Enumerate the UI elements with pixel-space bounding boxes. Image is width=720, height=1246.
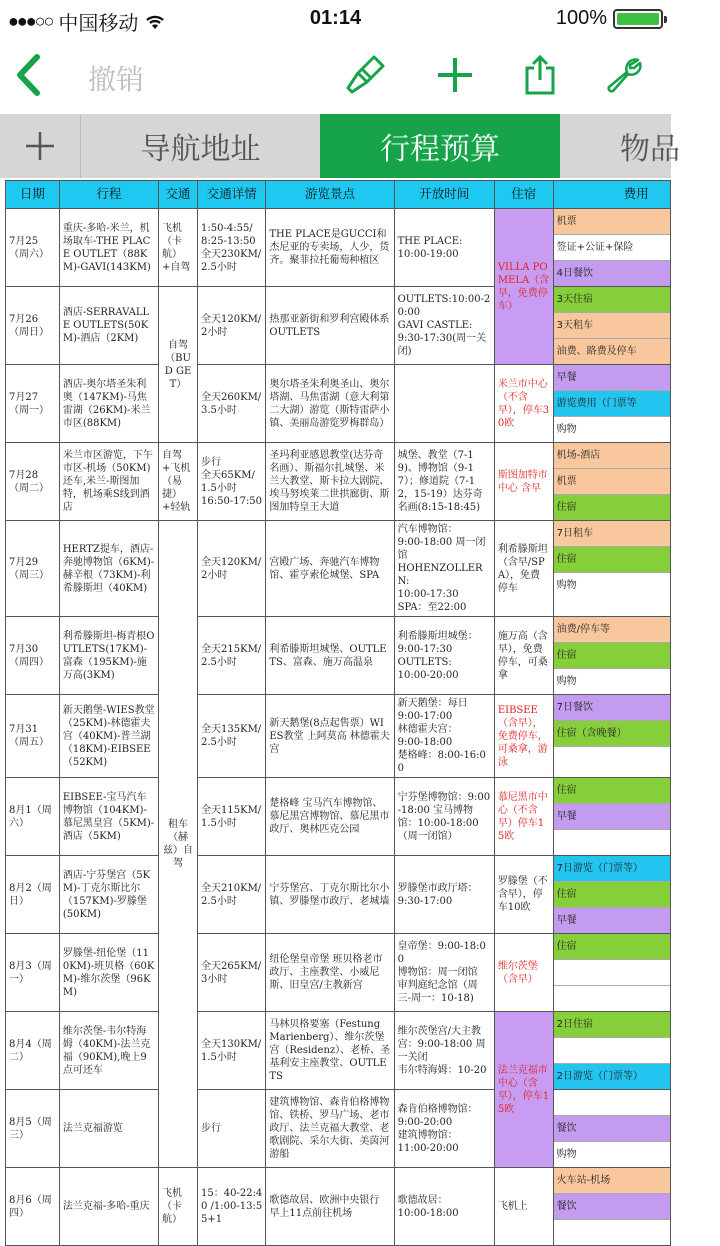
route-cell[interactable]: 法兰克福游览 bbox=[59, 1090, 158, 1168]
hours-cell[interactable]: OUTLETS:10:00-20:00 GAVI CASTLE: 9:30-17:30(周一关闭) bbox=[394, 287, 494, 365]
stay-cell[interactable]: 斯图加特市中心 含早 bbox=[494, 443, 553, 521]
sights-cell[interactable]: 圣玛利亚感恩教堂(达芬奇名画）、斯福尔扎城堡、米兰大教堂、斯卡拉大剧院、埃马努埃莱二世拱廊街、斯图加特皇王大道 bbox=[266, 443, 394, 521]
tab-bar bbox=[0, 114, 680, 178]
table-row bbox=[6, 856, 671, 934]
date-cell[interactable]: 7月30（周四） bbox=[6, 617, 60, 695]
budget-item[interactable]: 机票 bbox=[554, 209, 670, 235]
column-header[interactable]: 交通 bbox=[159, 181, 198, 209]
budget-item[interactable]: 火车站-机场 bbox=[554, 1168, 670, 1194]
date-cell[interactable]: 7月27（周一） bbox=[6, 365, 60, 443]
budget-item[interactable] bbox=[554, 1090, 670, 1116]
hours-cell[interactable] bbox=[394, 365, 494, 443]
signal-icon: ●●●○○ bbox=[8, 11, 53, 31]
stay-cell[interactable]: VILLA POMELA（含早，免费停车） bbox=[494, 209, 553, 365]
budget-item[interactable]: 早餐 bbox=[554, 365, 670, 391]
sights-cell[interactable]: 新天鹅堡(8点起售票）WIES教堂 上阿莫高 林德霍夫宫 bbox=[266, 695, 394, 778]
budget-item[interactable]: 4日餐饮 bbox=[554, 261, 670, 286]
budget-cell bbox=[553, 778, 670, 856]
table-row bbox=[6, 1168, 671, 1246]
budget-item[interactable]: 购物 bbox=[554, 573, 670, 598]
brush-icon bbox=[344, 54, 386, 96]
budget-item[interactable]: 油费/停车等 bbox=[554, 617, 670, 643]
budget-item[interactable]: 游览费用（门票等 bbox=[554, 391, 670, 417]
table-row bbox=[6, 778, 671, 856]
budget-cell bbox=[553, 287, 670, 365]
budget-item[interactable]: 餐饮 bbox=[554, 1194, 670, 1220]
sights-cell[interactable]: THE PLACE是GUCCI和杰尼亚的专卖场，人少，货齐。聚菲拉托葡萄种植区 bbox=[266, 209, 394, 287]
route-cell[interactable]: 酒店-SERRAVALLE OUTLETS(50KM)-酒店（2KM) bbox=[59, 287, 158, 365]
date-cell[interactable]: 8月2（周日） bbox=[6, 856, 60, 934]
transport-cell[interactable]: 飞机（卡航） bbox=[159, 1168, 198, 1246]
sights-cell[interactable]: 马林贝格要塞（Festung Marienberg）、维尔茨堡宫（Residenz）、老桥、圣基利安主座教堂、OUTLETS bbox=[266, 1012, 394, 1090]
budget-cell bbox=[553, 934, 670, 1012]
date-cell[interactable]: 8月6（周四） bbox=[6, 1168, 60, 1246]
route-cell[interactable]: 重庆-多哈-米兰，机场取车-THE PLACE OUTLET（88KM)-GAVI(143KM) bbox=[59, 209, 158, 287]
column-header[interactable]: 行程 bbox=[59, 181, 158, 209]
date-cell[interactable]: 7月25（周六） bbox=[6, 209, 60, 287]
date-cell[interactable]: 8月1（周六） bbox=[6, 778, 60, 856]
hours-cell[interactable]: 罗滕堡市政厅塔： 9:30-17:00 bbox=[394, 856, 494, 934]
hours-cell[interactable]: 宁芬堡博物馆：9:00-18:00 宝马博物馆：10:00-18:00（周一闭馆） bbox=[394, 778, 494, 856]
budget-cell bbox=[553, 209, 670, 287]
budget-item[interactable]: 2日游览（门票等） bbox=[554, 1064, 670, 1089]
budget-item[interactable]: 购物 bbox=[554, 417, 670, 442]
transport-cell[interactable]: 自驾+飞机（易捷）+轻轨 bbox=[159, 443, 198, 521]
budget-item[interactable] bbox=[554, 1038, 670, 1064]
date-cell[interactable]: 8月4（周二） bbox=[6, 1012, 60, 1090]
chevron-left-icon bbox=[15, 54, 41, 96]
budget-item[interactable] bbox=[554, 960, 670, 986]
budget-item[interactable]: 7日租车 bbox=[554, 521, 670, 547]
budget-cell bbox=[553, 695, 670, 778]
budget-cell bbox=[553, 521, 670, 617]
transport-cell[interactable]: 租车（赫兹）自驾 bbox=[159, 521, 198, 1168]
transport-cell[interactable]: 飞机（卡航）+自驾 bbox=[159, 209, 198, 287]
hours-cell[interactable]: 城堡、教堂（7-19)、博物馆（9-17）；修道院（7-12，15-19）达芬奇名画(8:15-18:45) bbox=[394, 443, 494, 521]
budget-item[interactable]: 2日住宿 bbox=[554, 1012, 670, 1038]
budget-item[interactable]: 住宿 bbox=[554, 495, 670, 520]
column-header[interactable]: 费用 bbox=[553, 181, 670, 209]
clock: 01:14 bbox=[309, 7, 362, 29]
budget-item[interactable]: 7日游览（门票等） bbox=[554, 856, 670, 882]
budget-item[interactable]: 7日餐饮 bbox=[554, 695, 670, 721]
tab-budget[interactable]: 行程预算 bbox=[320, 114, 560, 178]
stay-cell[interactable]: EIBSEE（含早），免费停车，可桑拿，游泳 bbox=[494, 695, 553, 778]
budget-item[interactable]: 住宿（含晚餐） bbox=[554, 721, 670, 747]
table-row bbox=[6, 365, 671, 443]
budget-cell bbox=[553, 1012, 670, 1090]
sights-cell[interactable]: 宁芬堡宫、丁克尔斯比尔小镇、罗滕堡市政厅、老城墙 bbox=[266, 856, 394, 934]
battery-percent: 100% bbox=[555, 7, 607, 29]
date-cell[interactable]: 8月3（周一） bbox=[6, 934, 60, 1012]
budget-item[interactable]: 住宿 bbox=[554, 882, 670, 908]
plus-icon bbox=[436, 56, 474, 94]
plus-icon bbox=[25, 131, 55, 161]
wrench-icon bbox=[605, 56, 643, 94]
table-row bbox=[6, 443, 671, 521]
carrier-label: 中国移动 bbox=[58, 13, 139, 35]
budget-item[interactable]: 购物 bbox=[554, 1142, 670, 1167]
column-header[interactable]: 日期 bbox=[6, 181, 60, 209]
table-row bbox=[6, 695, 671, 778]
table-row bbox=[6, 1090, 671, 1168]
budget-cell bbox=[553, 1168, 670, 1246]
sights-cell[interactable]: 利希滕斯坦城堡、OUTLETS、富森、施万高温泉 bbox=[266, 617, 394, 695]
stay-cell[interactable]: 罗滕堡（不含早），停车10欧 bbox=[494, 856, 553, 934]
status-bar bbox=[0, 0, 671, 38]
transport-detail-cell[interactable]: 全天115KM/1.5小时 bbox=[198, 778, 266, 856]
hours-cell[interactable]: 歌德故居： 10:00-18:00 bbox=[394, 1168, 494, 1246]
budget-item[interactable]: 购物 bbox=[554, 669, 670, 694]
budget-item[interactable]: 机场-酒店 bbox=[554, 443, 670, 469]
stay-cell[interactable]: 米兰市中心（不含早），停车30欧 bbox=[494, 365, 553, 443]
budget-cell bbox=[553, 856, 670, 934]
transport-detail-cell[interactable]: 全天130KM/1.5小时 bbox=[198, 1012, 266, 1090]
date-cell[interactable]: 7月29（周三） bbox=[6, 521, 60, 617]
transport-detail-cell[interactable]: 步行 全天65KM/1.5小时 16:50-17:50 bbox=[198, 443, 266, 521]
stay-cell[interactable]: 施万高（含早），免费停车，可桑拿 bbox=[494, 617, 553, 695]
itinerary-sheet bbox=[5, 180, 671, 1225]
hours-cell[interactable]: 利希滕斯坦城堡： 9:00-17:30 OUTLETS: 10:00-20:00 bbox=[394, 617, 494, 695]
route-cell[interactable]: 酒店-奥尔塔圣朱利奥（147KM)-马焦雷湖（26KM)-米兰市区(88KM) bbox=[59, 365, 158, 443]
sights-cell[interactable]: 热那亚新街和罗利宫殿体系OUTLETS bbox=[266, 287, 394, 365]
sights-cell[interactable]: 楚格峰 宝马汽车博物馆、慕尼黑宫博物馆、慕尼黑市政厅、奥林匹克公园 bbox=[266, 778, 394, 856]
back-button[interactable] bbox=[8, 50, 48, 100]
date-cell[interactable]: 7月31（周五） bbox=[6, 695, 60, 778]
table-row bbox=[6, 287, 671, 365]
format-brush-button[interactable] bbox=[340, 50, 390, 100]
stay-cell[interactable]: 法兰克福市中心（含早），停车15欧 bbox=[494, 1012, 553, 1168]
sights-cell[interactable]: 建筑博物馆、森肯伯格博物馆、铁桥、罗马广场、老市政厅、法兰克福大教堂、老歌剧院、采尔大街、美茵河游船 bbox=[266, 1090, 394, 1168]
budget-item[interactable] bbox=[554, 830, 670, 855]
date-cell[interactable]: 8月5（周三） bbox=[6, 1090, 60, 1168]
table-row bbox=[6, 209, 671, 287]
hours-cell[interactable]: 森肯伯格博物馆： 9:00-20:00 建筑博物馆： 11:00-20:00 bbox=[394, 1090, 494, 1168]
budget-cell bbox=[553, 1090, 670, 1168]
stay-cell[interactable]: 慕尼黑市中心（不含早）停车15欧 bbox=[494, 778, 553, 856]
transport-detail-cell[interactable]: 步行 bbox=[198, 1090, 266, 1168]
sights-cell[interactable]: 宫殿广场、奔驰汽车博物馆、霍亨索伦城堡、SPA bbox=[266, 521, 394, 617]
budget-item[interactable]: 住宿 bbox=[554, 547, 670, 573]
budget-item[interactable]: 早餐 bbox=[554, 804, 670, 830]
hours-cell[interactable]: 皇帝堡：9:00-18:00 博物馆：周一闭馆 审判庭纪念馆（周三-周一：10-18) bbox=[394, 934, 494, 1012]
share-button[interactable] bbox=[518, 50, 562, 100]
hours-cell[interactable]: 汽车博物馆： 9:00-18:00 周一闭馆 HOHENZOLLERN: 10:00-17:30 SPA：至22:00 bbox=[394, 521, 494, 617]
stay-cell[interactable]: 飞机上 bbox=[494, 1168, 553, 1246]
tab-navigation[interactable]: 导航地址 bbox=[140, 132, 261, 167]
hours-cell[interactable]: 维尔茨堡宫/大主教宫：9:00-18:00 周一关闭 韦尔特海姆：10-20 bbox=[394, 1012, 494, 1090]
budget-cell bbox=[553, 365, 670, 443]
budget-item[interactable] bbox=[554, 986, 670, 1011]
budget-item[interactable]: 住宿 bbox=[554, 934, 670, 960]
date-cell[interactable]: 7月26（周日） bbox=[6, 287, 60, 365]
budget-item[interactable]: 住宿 bbox=[554, 778, 670, 804]
table-header bbox=[6, 181, 671, 209]
settings-button[interactable] bbox=[602, 50, 646, 100]
route-cell[interactable]: 米兰市区游览，下午市区-机场（50KM)还车,米兰-斯图加特，机场乘S线到酒店 bbox=[59, 443, 158, 521]
stay-cell[interactable]: 维尔茨堡（含早） bbox=[494, 934, 553, 1012]
budget-cell bbox=[553, 617, 670, 695]
transport-detail-cell[interactable]: 1:50-4:55/8:25-13:50 全天230KM/2.5小时 bbox=[198, 209, 266, 287]
transport-detail-cell[interactable]: 全天120KM/2小时 bbox=[198, 287, 266, 365]
route-cell[interactable]: EIBSEE-宝马汽车博物馆（104KM)-慕尼黑皇宫（5KM)-酒店（5KM) bbox=[59, 778, 158, 856]
sights-cell[interactable]: 纽伦堡皇帝堡 班贝格老市政厅、主座教堂、小威尼斯、旧皇宫/主教新宫 bbox=[266, 934, 394, 1012]
route-cell[interactable]: 酒店-宁芬堡宫（5KM)-丁克尔斯比尔（157KM)-罗滕堡(50KM) bbox=[59, 856, 158, 934]
budget-cell bbox=[553, 443, 670, 521]
battery-icon bbox=[613, 9, 663, 29]
transport-detail-cell[interactable]: 全天265KM/3小时 bbox=[198, 934, 266, 1012]
column-header[interactable]: 住宿 bbox=[494, 181, 553, 209]
budget-item[interactable] bbox=[554, 747, 670, 772]
table-row bbox=[6, 934, 671, 1012]
table-row bbox=[6, 1012, 671, 1090]
transport-detail-cell[interactable]: 全天215KM/2.5小时 bbox=[198, 617, 266, 695]
transport-detail-cell[interactable]: 全天260KM/3.5小时 bbox=[198, 365, 266, 443]
budget-item[interactable]: 机票 bbox=[554, 469, 670, 495]
budget-item[interactable] bbox=[554, 1220, 670, 1245]
route-cell[interactable]: HERTZ提车，酒店-奔驰博物馆（6KM)-赫辛根（73KM)-利希滕斯坦（40KM) bbox=[59, 521, 158, 617]
route-cell[interactable]: 法兰克福-多哈-重庆 bbox=[59, 1168, 158, 1246]
budget-item[interactable]: 餐饮 bbox=[554, 1116, 670, 1142]
sights-cell[interactable]: 歌德故居、欧洲中央银行 早上11点前往机场 bbox=[266, 1168, 394, 1246]
route-cell[interactable]: 罗滕堡-纽伦堡（110KM)-班贝格（60KM)-维尔茨堡（96KM) bbox=[59, 934, 158, 1012]
transport-detail-cell[interactable]: 15：40-22:40 /1:00-13:55+1 bbox=[198, 1168, 266, 1246]
transport-cell[interactable]: 自驾（BUD GET） bbox=[159, 287, 198, 443]
table-row bbox=[6, 617, 671, 695]
add-button[interactable] bbox=[432, 50, 478, 100]
itinerary-table bbox=[5, 180, 671, 1246]
route-cell[interactable]: 维尔茨堡-韦尔特海姆（40KM)-法兰克福（90KM),晚上9点可还车 bbox=[59, 1012, 158, 1090]
stay-cell[interactable]: 利希滕斯坦（含早/SPA），免费停车 bbox=[494, 521, 553, 617]
hours-cell[interactable]: THE PLACE: 10:00-19:00 bbox=[394, 209, 494, 287]
add-tab-button[interactable] bbox=[0, 114, 80, 178]
column-header[interactable]: 开放时间 bbox=[394, 181, 494, 209]
budget-item[interactable]: 住宿 bbox=[554, 643, 670, 669]
toolbar bbox=[0, 38, 671, 114]
transport-detail-cell[interactable]: 全天135KM/2.5小时 bbox=[198, 695, 266, 778]
column-header[interactable]: 游览景点 bbox=[266, 181, 394, 209]
battery-info bbox=[556, 7, 663, 30]
budget-item[interactable]: 3天住宿 bbox=[554, 287, 670, 313]
date-cell[interactable]: 7月28（周二） bbox=[6, 443, 60, 521]
budget-item[interactable]: 签证+公证+保险 bbox=[554, 235, 670, 261]
undo-button[interactable]: 撤销 bbox=[88, 63, 145, 96]
sights-cell[interactable]: 奥尔塔圣朱利奥圣山、奥尔塔湖、马焦雷湖（意大利第二大湖）游览（斯特雷萨小镇、美丽岛游览罗梅群岛） bbox=[266, 365, 394, 443]
tab-items[interactable]: 物品 bbox=[620, 132, 680, 167]
transport-detail-cell[interactable]: 全天120KM/2小时 bbox=[198, 521, 266, 617]
budget-item[interactable]: 油费、路费及停车 bbox=[554, 339, 670, 364]
hours-cell[interactable]: 新天鹅堡：每日 9:00-17:00 林德霍夫宫： 9:00-18:00 楚格峰：8:00-16:00 bbox=[394, 695, 494, 778]
share-icon bbox=[524, 54, 556, 96]
route-cell[interactable]: 新天鹅堡-WIES教堂（25KM)-林德霍夫宫（40KM)-普兰湖（18KM)-EIBSEE（52KM) bbox=[59, 695, 158, 778]
transport-detail-cell[interactable]: 全天210KM/2.5小时 bbox=[198, 856, 266, 934]
column-header[interactable]: 交通详情 bbox=[198, 181, 266, 209]
budget-item[interactable]: 早餐 bbox=[554, 908, 670, 933]
route-cell[interactable]: 利希滕斯坦-梅青根OUTLETS(17KM)-富森（195KM)-施万高(3KM) bbox=[59, 617, 158, 695]
budget-item[interactable]: 3天租车 bbox=[554, 313, 670, 339]
table-row bbox=[6, 521, 671, 617]
